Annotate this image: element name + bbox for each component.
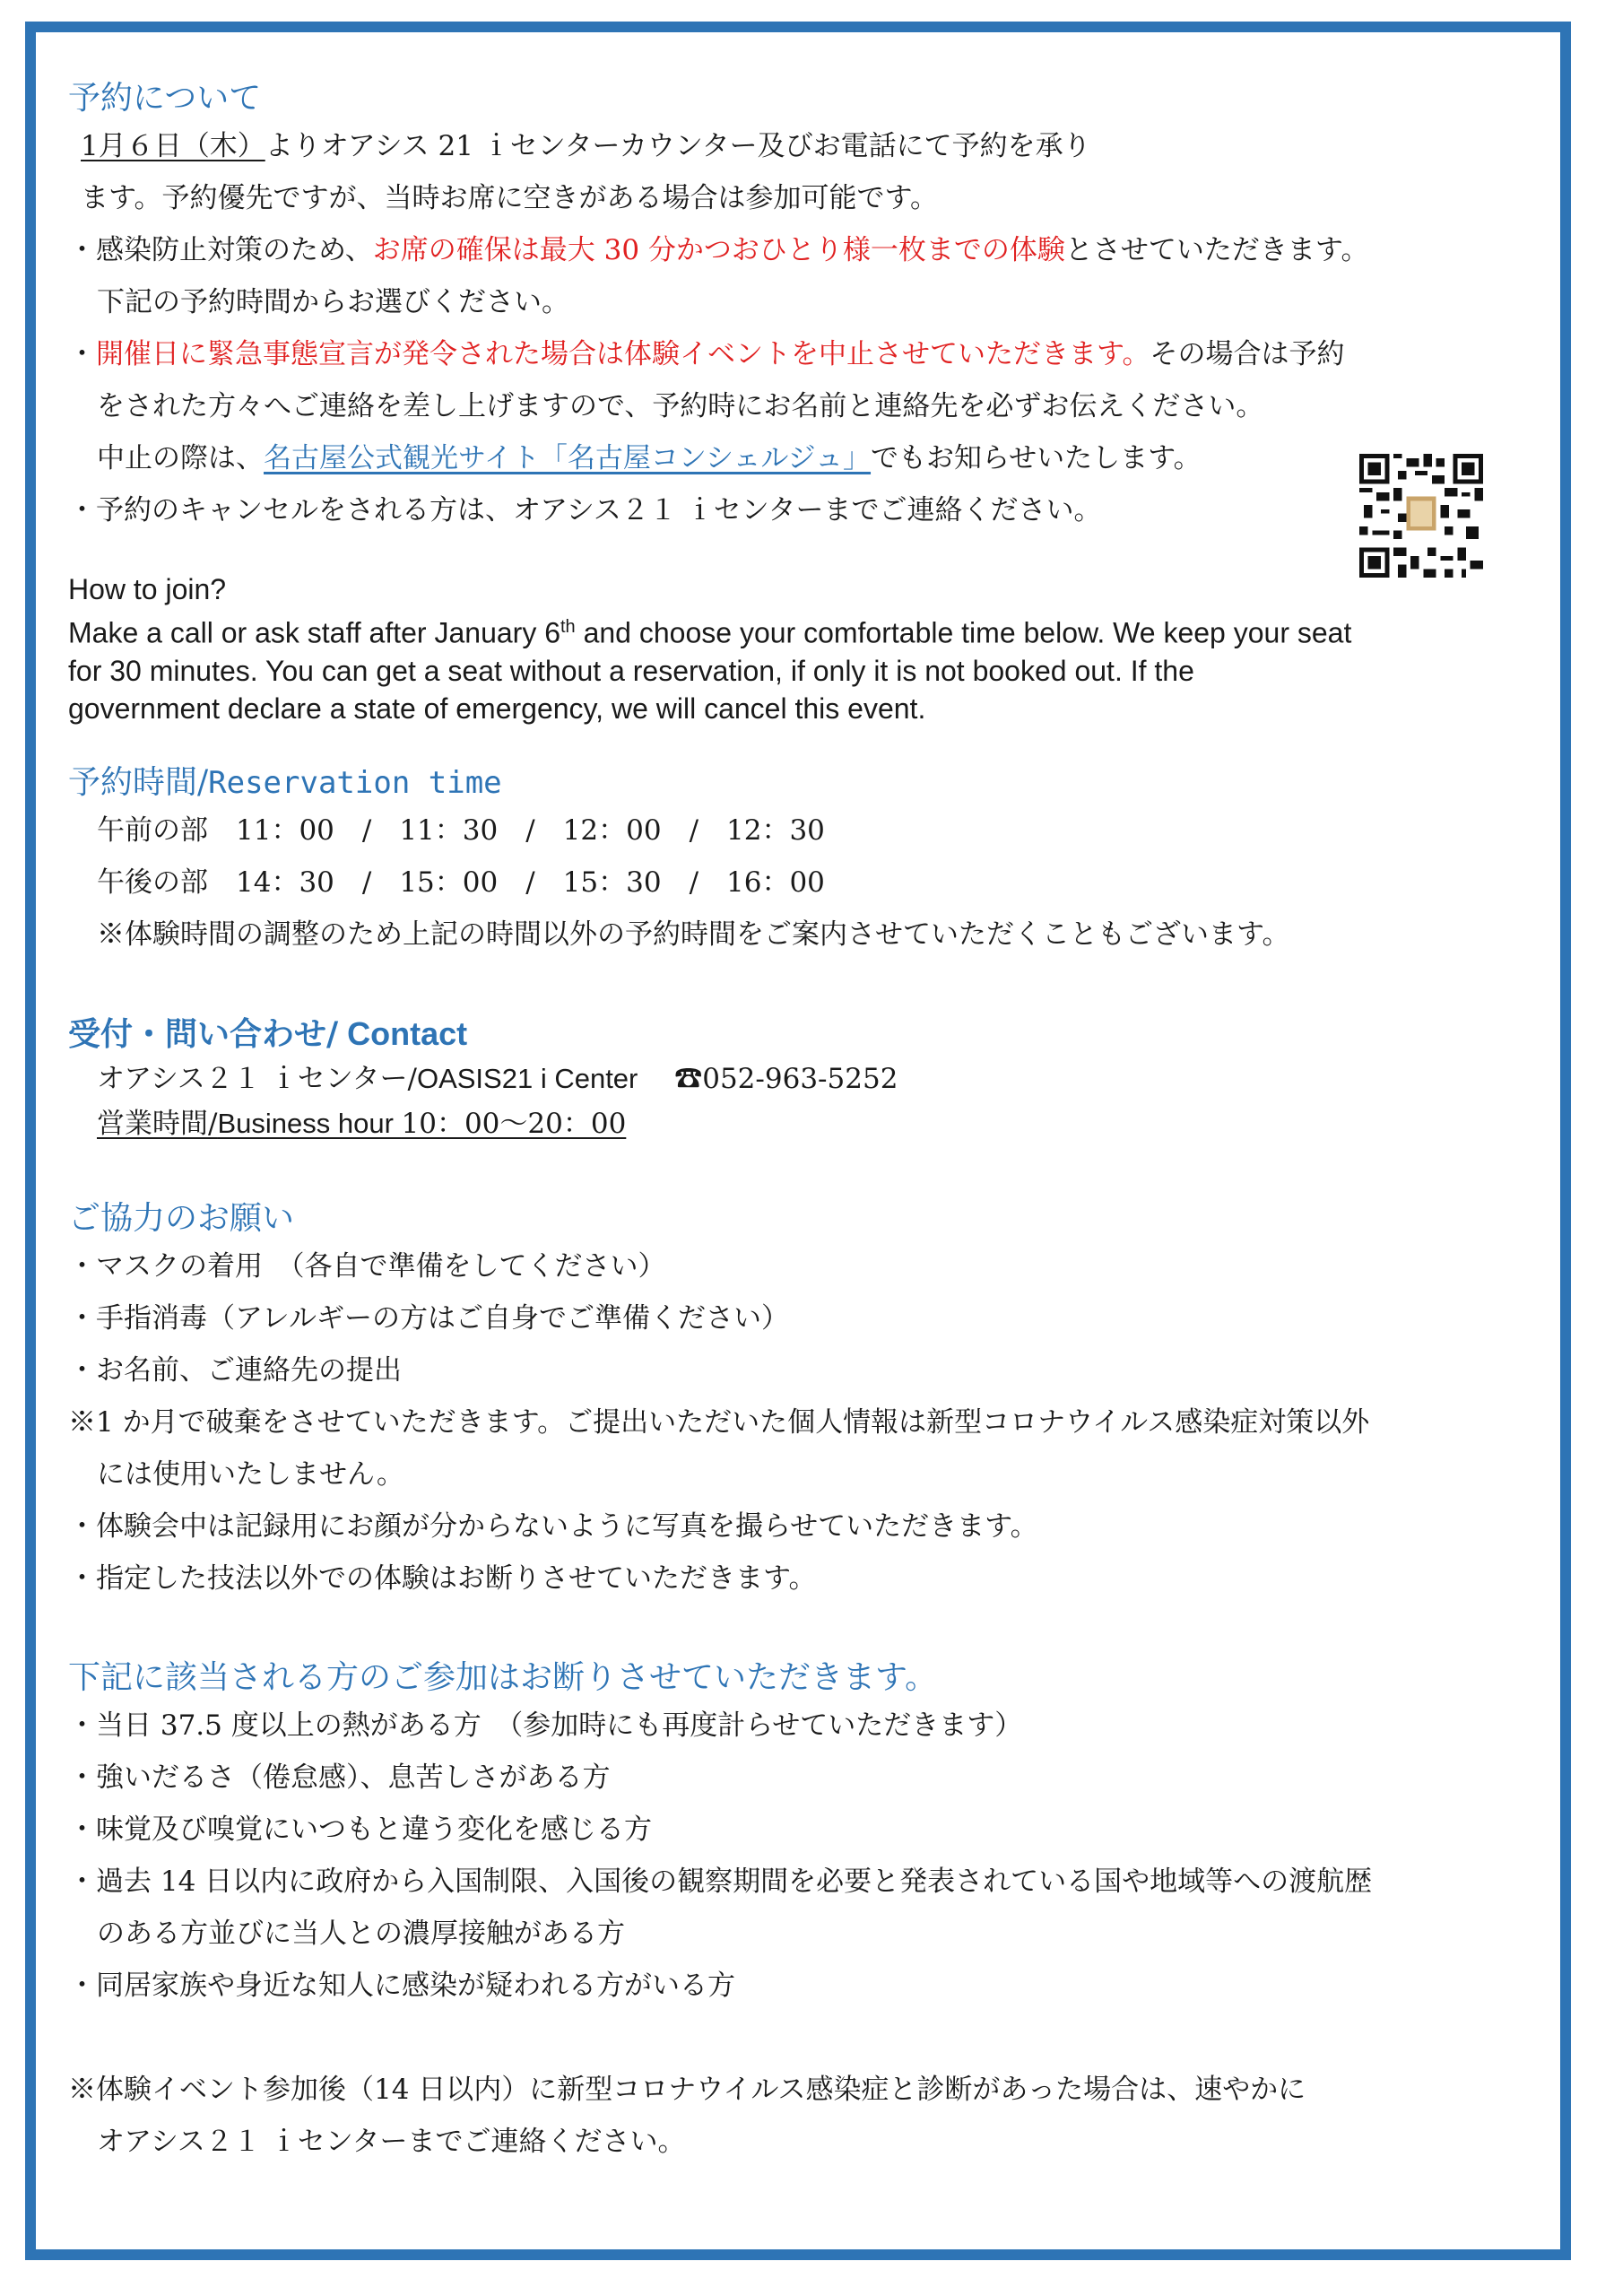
phone-icon: ☎ <box>674 1062 703 1095</box>
morning-slots: 午前の部 11：00 / 11：30 / 12：00 / 12：30 <box>97 813 825 847</box>
reservation-line-1: 1月６日（木）よりオアシス 21 ｉセンターカウンター及びお電話にて予約を承り <box>81 130 1091 162</box>
afternoon-slots: 午後の部 14：30 / 15：00 / 15：30 / 16：00 <box>97 865 825 899</box>
nagoya-concierge-link[interactable]: 名古屋公式観光サイト「名古屋コンシェルジュ」 <box>264 442 872 474</box>
how-to-join-title: How to join? <box>68 573 227 605</box>
reservation-bullet-3: ・予約のキャンセルをされる方は、オアシス２１ ｉセンターまでご連絡ください。 <box>68 494 1102 526</box>
reservation-bullet-1: ・感染防止対策のため、お席の確保は最大 30 分かつおひとり様一枚までの体験とさせていただきます。 <box>68 234 1369 266</box>
business-hours-line: 営業時間/Business hour 10：00～20：00 <box>97 1107 627 1140</box>
document-body <box>68 77 1539 2168</box>
reservation-bullet-2: ・開催日に緊急事態宣言が発令された場合は体験イベントを中止させていただきます。その場合は予約 <box>68 338 1345 370</box>
cooperation-item: ・体験会中は記録用にお顔が分からないように写真を撮らせていただきます。 <box>68 1509 1038 1543</box>
cooperation-item: ※1 か月で破棄をさせていただきます。ご提出いただいた個人情報は新型コロナウイルス感染症対策以外 <box>68 1405 1370 1439</box>
decline-item: ・味覚及び嗅覚にいつもと違う変化を感じる方 <box>68 1813 652 1846</box>
contact-heading: 受付・問い合わせ/ Contact <box>68 1014 468 1053</box>
reservation-heading: 予約について <box>68 80 262 117</box>
reservation-time-heading: 予約時間/Reservation time <box>68 763 502 801</box>
decline-item: ・当日 37.5 度以上の熱がある方 （参加時にも再度計らせていただきます） <box>68 1709 1023 1742</box>
cooperation-item: ・マスクの着用 （各自で準備をしてください） <box>68 1249 666 1283</box>
decline-heading: 下記に該当される方のご参加はお断りさせていただきます。 <box>68 1658 938 1696</box>
decline-item: のある方並びに当人との濃厚接触がある方 <box>97 1917 625 1950</box>
decline-item: ・過去 14 日以内に政府から入国制限、入国後の観察期間を必要と発表されている国や地域等への渡航歴 <box>68 1865 1373 1898</box>
how-to-join-line-1: Make a call or ask staff after January 6th and choose your comfortable time below. We keep your seat <box>68 616 1352 649</box>
reservation-line-2: ます。予約優先ですが、当時お席に空きがある場合は参加可能です。 <box>81 182 939 214</box>
cooperation-item: ・指定した技法以外での体験はお断りさせていただきます。 <box>68 1561 817 1595</box>
time-adjust-note: ※体験時間の調整のため上記の時間以外の予約時間をご案内させていただくこともございます。 <box>97 918 1290 951</box>
contact-center-line: オアシス２１ ｉセンター/OASIS21 i Center ☎052-963-5252 <box>97 1062 898 1095</box>
cooperation-heading: ご協力のお願い <box>68 1199 295 1237</box>
reservation-date: 1月６日（木） <box>81 130 265 162</box>
phone-number[interactable]: 052-963-5252 <box>702 1062 898 1095</box>
how-to-join-line-3: government declare a state of emergency, we will cancel this event. <box>68 691 926 725</box>
how-to-join-line-2: for 30 minutes. You can get a seat without a reservation, if only it is not booked out. If the <box>68 654 1194 687</box>
reservation-bullet-1-cont: 下記の予約時間からお選びください。 <box>97 286 569 318</box>
decline-item: ・同居家族や身近な知人に感染が疑われる方がいる方 <box>68 1969 735 2002</box>
reservation-bullet-2-cont: をされた方々へご連絡を差し上げますので、予約時にお名前と連絡先を必ずお伝えください。 <box>97 390 1264 422</box>
footer-note-line-1: ※体験イベント参加後（14 日以内）に新型コロナウイルス感染症と診断があった場合は、速やかに <box>68 2073 1306 2106</box>
cooperation-item: には使用いたしません。 <box>97 1457 404 1491</box>
reservation-bullet-2-link-line: 中止の際は、名古屋公式観光サイト「名古屋コンシェルジュ」でもお知らせいたします。 <box>97 442 1202 474</box>
cooperation-item: ・手指消毒（アレルギーの方はご自身でご準備ください） <box>68 1301 789 1335</box>
footer-note-line-2: オアシス２１ ｉセンターまでご連絡ください。 <box>97 2125 686 2158</box>
decline-item: ・強いだるさ（倦怠感）、息苦しさがある方 <box>68 1761 611 1794</box>
cooperation-item: ・お名前、ご連絡先の提出 <box>68 1353 402 1387</box>
